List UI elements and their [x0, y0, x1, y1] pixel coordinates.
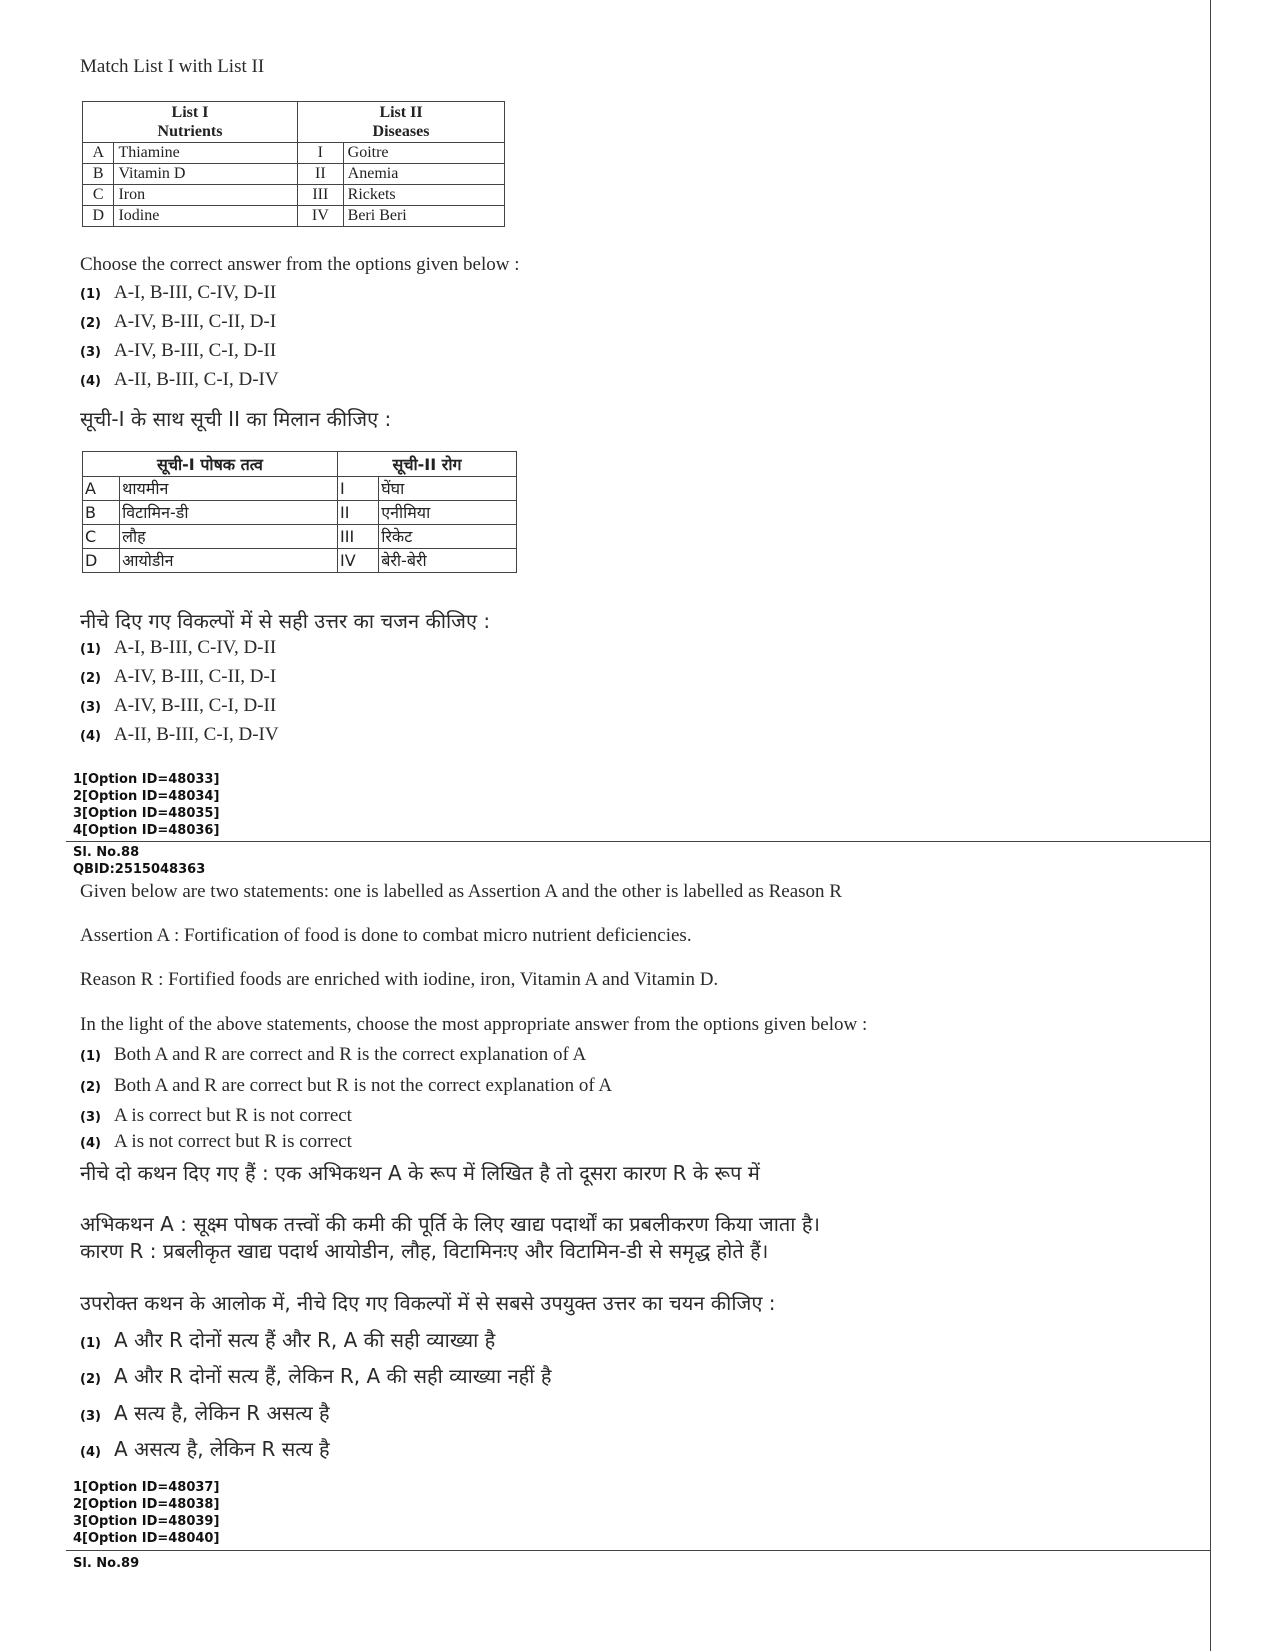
option-item: (1) A-I, B-III, C-IV, D-II — [80, 282, 277, 303]
option-item: (4) A is not correct but R is correct — [80, 1131, 352, 1152]
q87-choose-en: Choose the correct answer from the options given below : — [80, 254, 520, 275]
option-item: (2) A और R दोनों सत्य हैं, लेकिन R, A की सही व्याख्या नहीं है — [80, 1364, 552, 1388]
option-item: (3) A-IV, B-III, C-I, D-II — [80, 340, 277, 361]
table-row: A Thiamine I Goitre — [83, 143, 505, 164]
list1-header-hi: सूची-I पोषक तत्व — [83, 452, 338, 477]
qbid: QBID:2515048363 — [73, 862, 206, 877]
option-id: 4[Option ID=48040] — [73, 1531, 220, 1546]
option-id: 1[Option ID=48037] — [73, 1480, 220, 1495]
q87-choose-hi: नीचे दिए गए विकल्पों में से सही उत्तर का चजन कीजिए : — [80, 609, 491, 633]
table-row: D आयोडीन IV बेरी-बेरी — [83, 549, 517, 573]
q88-intro-en: Given below are two statements: one is labelled as Assertion A and the other is labelled as Reason R — [80, 881, 842, 902]
q87-match-table-en — [82, 101, 505, 227]
table-row: B Vitamin D II Anemia — [83, 164, 505, 185]
option-item: (1) A-I, B-III, C-IV, D-II — [80, 637, 277, 658]
q87-prompt-en: Match List I with List II — [80, 56, 265, 77]
option-item: (4) A असत्य है, लेकिन R सत्य है — [80, 1437, 330, 1461]
table-row: D Iodine IV Beri Beri — [83, 206, 505, 227]
option-id: 3[Option ID=48035] — [73, 806, 220, 821]
option-item: (3) A is correct but R is not correct — [80, 1105, 352, 1126]
list1-header: List I Nutrients — [83, 102, 298, 143]
option-id: 1[Option ID=48033] — [73, 772, 220, 787]
table-row: C Iron III Rickets — [83, 185, 505, 206]
list2-header: List II Diseases — [298, 102, 505, 143]
serial-number: Sl. No.89 — [73, 1556, 140, 1571]
q88-choose-hi: उपरोक्त कथन के आलोक में, नीचे दिए गए विकल्पों में से सबसे उपयुक्त उत्तर का चयन कीजिए : — [80, 1291, 776, 1315]
option-item: (2) Both A and R are correct but R is not the correct explanation of A — [80, 1075, 613, 1096]
option-id: 2[Option ID=48038] — [73, 1497, 220, 1512]
option-item: (4) A-II, B-III, C-I, D-IV — [80, 724, 279, 745]
q88-reason-en: Reason R : Fortified foods are enriched with iodine, iron, Vitamin A and Vitamin D. — [80, 969, 719, 990]
option-item: (4) A-II, B-III, C-I, D-IV — [80, 369, 279, 390]
q88-intro-hi: नीचे दो कथन दिए गए हैं : एक अभिकथन A के रूप में लिखित है तो दूसरा कारण R के रूप में — [80, 1161, 760, 1185]
question-divider — [66, 1550, 1211, 1551]
option-item: (3) A सत्य है, लेकिन R असत्य है — [80, 1401, 330, 1425]
q88-assertion-en: Assertion A : Fortification of food is done to combat micro nutrient deficiencies. — [80, 925, 692, 946]
table-row: A थायमीन I घेंघा — [83, 477, 517, 501]
option-id: 3[Option ID=48039] — [73, 1514, 220, 1529]
list2-header-hi: सूची-II रोग — [338, 452, 517, 477]
option-item: (1) A और R दोनों सत्य हैं और R, A की सही व्याख्या है — [80, 1328, 496, 1352]
serial-number: Sl. No.88 — [73, 845, 140, 860]
table-row: C लौह III रिकेट — [83, 525, 517, 549]
option-id: 4[Option ID=48036] — [73, 823, 220, 838]
q88-assertion-hi: अभिकथन A : सूक्ष्म पोषक तत्त्वों की कमी की पूर्ति के लिए खाद्य पदार्थों का प्रबलीकरण किया जाता है। — [80, 1212, 821, 1236]
q88-choose-en: In the light of the above statements, choose the most appropriate answer from the options given below : — [80, 1014, 868, 1035]
q87-match-table-hi — [82, 451, 517, 573]
option-item: (2) A-IV, B-III, C-II, D-I — [80, 311, 277, 332]
option-item: (2) A-IV, B-III, C-II, D-I — [80, 666, 277, 687]
question-divider — [66, 841, 1211, 842]
option-id: 2[Option ID=48034] — [73, 789, 220, 804]
q88-reason-hi: कारण R : प्रबलीकृत खाद्य पदार्थ आयोडीन, लौह, विटामिनःए और विटामिन-डी से समृद्ध होते हैं। — [80, 1239, 769, 1263]
option-item: (1) Both A and R are correct and R is the correct explanation of A — [80, 1044, 587, 1065]
option-item: (3) A-IV, B-III, C-I, D-II — [80, 695, 277, 716]
table-row: B विटामिन-डी II एनीमिया — [83, 501, 517, 525]
q87-prompt-hi: सूची-I के साथ सूची II का मिलान कीजिए : — [80, 407, 392, 431]
